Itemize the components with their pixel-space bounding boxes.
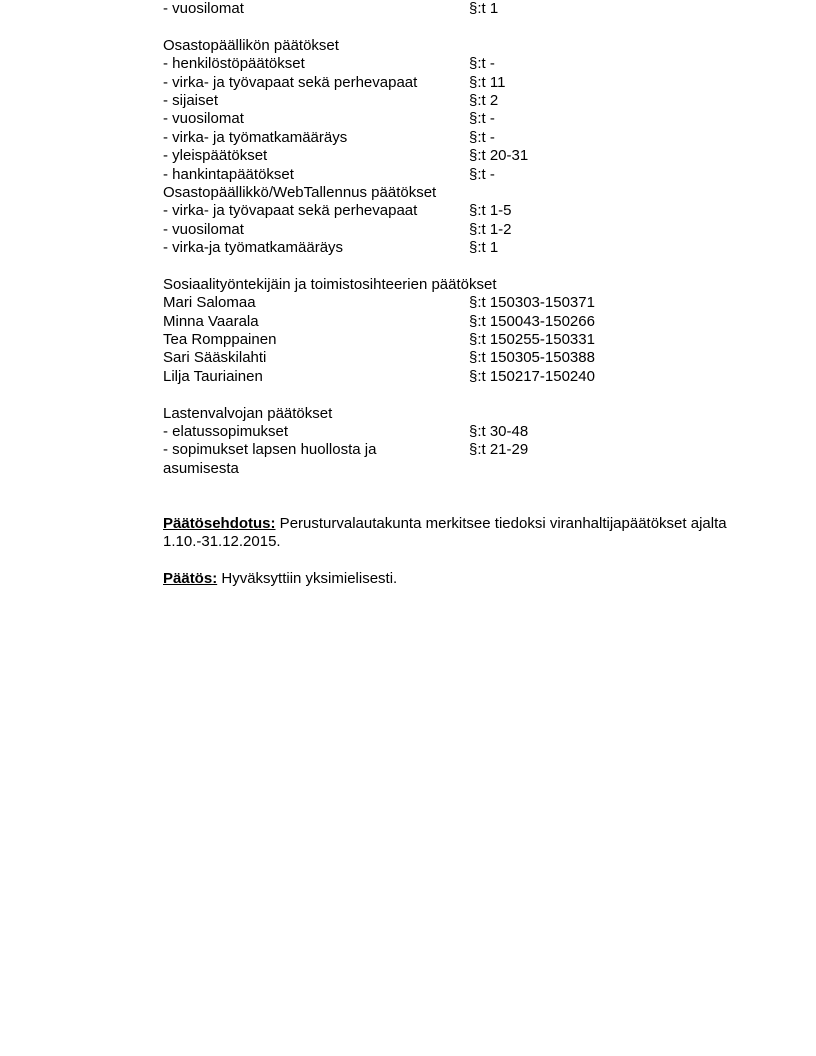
item-label: - yleispäätökset — [163, 147, 268, 165]
list-item — [163, 313, 763, 331]
item-label: - vuosilomat — [163, 220, 244, 238]
decision-proposal — [163, 515, 733, 552]
list-item — [163, 92, 763, 110]
decision — [163, 570, 733, 588]
list-item — [163, 0, 763, 18]
item-label: - vuosilomat — [163, 0, 244, 17]
decision-label: Päätös: — [163, 570, 218, 588]
item-section-ref: §:t 150217-150240 — [469, 367, 595, 385]
item-label: - virka- ja työvapaat sekä perhevapaat — [163, 202, 418, 220]
list-item — [163, 202, 763, 220]
section-heading-sosiaalityontekijat: Sosiaalityöntekijäin ja toimistosihteerien päätökset — [163, 275, 497, 293]
spacer — [163, 478, 763, 515]
item-section-ref: §:t 150255-150331 — [469, 331, 595, 349]
spacer — [163, 18, 763, 36]
item-section-ref: §:t 1 — [469, 239, 499, 257]
item-section-ref: §:t 20-31 — [469, 147, 529, 165]
item-label: Mari Salomaa — [163, 294, 256, 312]
list-item — [163, 423, 763, 441]
item-section-ref: §:t - — [469, 110, 495, 128]
item-label: - sijaiset — [163, 91, 219, 109]
item-label: - hankintapäätökset — [163, 165, 294, 183]
item-section-ref: §:t 150305-150388 — [469, 349, 595, 367]
list-item — [163, 166, 763, 184]
item-section-ref: §:t - — [469, 55, 495, 73]
item-section-ref: §:t 30-48 — [469, 422, 529, 440]
list-item — [163, 331, 763, 349]
item-section-ref: §:t - — [469, 165, 495, 183]
item-label: Lilja Tauriainen — [163, 367, 263, 385]
item-section-ref: §:t 21-29 — [469, 441, 529, 459]
section-heading-osastopaallikko: Osastopäällikön päätökset — [163, 36, 339, 54]
document-body — [163, 0, 763, 589]
item-section-ref: §:t 1-2 — [469, 220, 512, 238]
item-section-ref: §:t 1-5 — [469, 202, 512, 220]
item-label: - virka- ja työvapaat sekä perhevapaat — [163, 73, 418, 91]
list-item — [163, 239, 763, 257]
list-item — [163, 368, 763, 386]
item-section-ref: §:t - — [469, 128, 495, 146]
list-item — [163, 441, 763, 478]
spacer — [163, 552, 763, 570]
list-item — [163, 349, 763, 367]
item-section-ref: §:t 150043-150266 — [469, 312, 595, 330]
item-section-ref: §:t 11 — [469, 73, 506, 91]
section-heading-webtallennus: Osastopäällikkö/WebTallennus päätökset — [163, 183, 437, 201]
item-label: - virka- ja työmatkamääräys — [163, 128, 348, 146]
item-label: Sari Sääskilahti — [163, 349, 267, 367]
item-label: - vuosilomat — [163, 110, 244, 128]
item-label: - sopimukset lapsen huollosta ja asumisesta — [163, 441, 377, 477]
list-item — [163, 110, 763, 128]
list-item — [163, 147, 763, 165]
item-section-ref: §:t 150303-150371 — [469, 294, 595, 312]
item-label: Tea Romppainen — [163, 331, 277, 349]
item-label: - henkilöstöpäätökset — [163, 55, 305, 73]
item-label: - elatussopimukset — [163, 422, 289, 440]
item-label: - virka-ja työmatkamääräys — [163, 239, 344, 257]
list-item — [163, 221, 763, 239]
proposal-text: Perusturvalautakunta merkitsee tiedoksi viranhaltijapäätökset ajalta 1.10.-31.12.2015. — [163, 514, 727, 551]
spacer — [163, 386, 763, 404]
list-item — [163, 129, 763, 147]
list-item — [163, 294, 763, 312]
item-section-ref: §:t 2 — [469, 91, 499, 109]
proposal-label: Päätösehdotus: — [163, 514, 276, 532]
spacer — [163, 257, 763, 275]
item-label: Minna Vaarala — [163, 312, 259, 330]
list-item — [163, 55, 763, 73]
item-section-ref: §:t 1 — [469, 0, 499, 17]
decision-text: Hyväksyttiin yksimielisesti. — [217, 570, 398, 588]
list-item — [163, 74, 763, 92]
section-heading-lastenvalvoja: Lastenvalvojan päätökset — [163, 404, 333, 422]
